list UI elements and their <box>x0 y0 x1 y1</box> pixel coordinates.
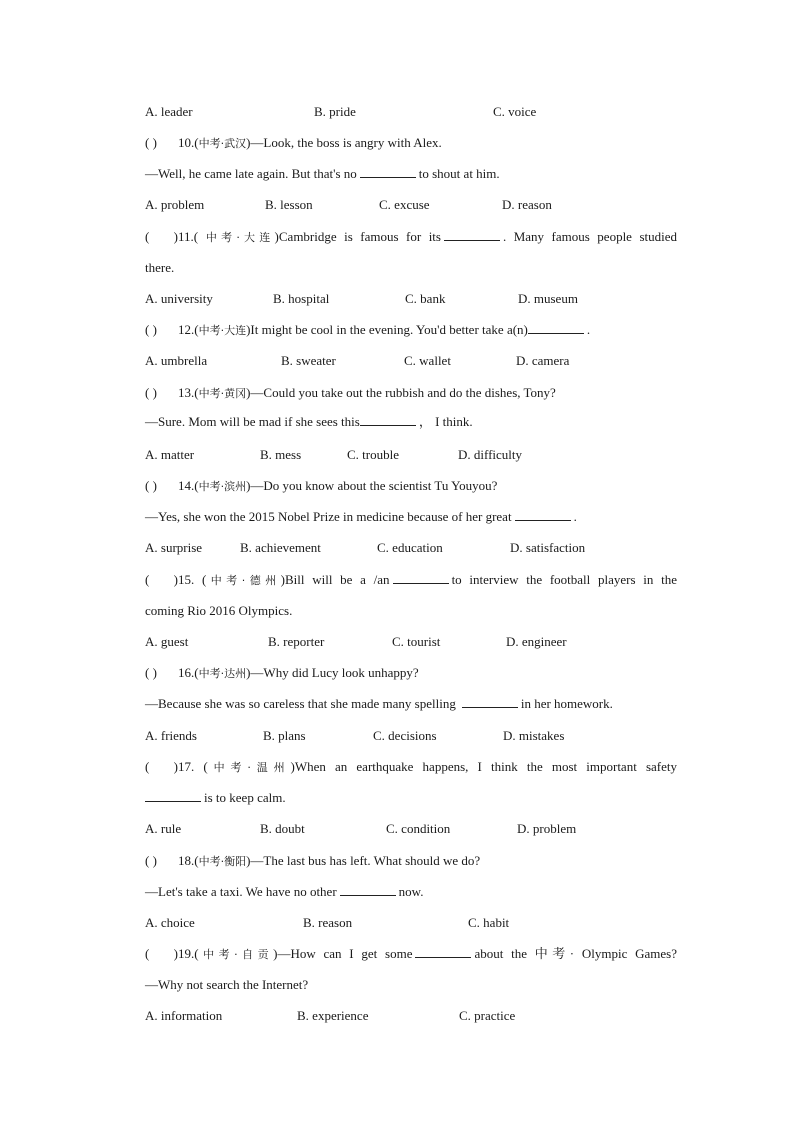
q12-option-b: B. sweater <box>281 353 336 368</box>
q16-stem <box>145 663 677 683</box>
q14-option-c: C. education <box>377 540 443 555</box>
q12-stem-post: . <box>586 322 591 337</box>
q17-line2 <box>145 788 677 808</box>
q17-blank <box>145 788 201 802</box>
q19-blank <box>415 944 471 958</box>
q14-line2-pre: —Yes, she won the 2015 Nobel Prize in medicine because of her great <box>145 509 512 524</box>
q11-option-d: D. museum <box>518 291 578 306</box>
q10-stem-text: )—Look, the boss is angry with Alex. <box>246 135 442 150</box>
q12-blank <box>528 320 584 334</box>
q16-answer-paren: ( ) <box>145 665 157 680</box>
q17-stem-text: )When an earthquake happens, I think the most important safety <box>290 759 677 774</box>
q9-option-c: C. voice <box>493 104 537 119</box>
q18-options <box>145 913 677 933</box>
q13-number: 13.( <box>178 385 199 400</box>
q14-option-a: A. surprise <box>145 540 203 555</box>
q15-number: 15. ( <box>178 572 207 587</box>
q18-option-c: C. habit <box>468 915 510 930</box>
q15-option-d: D. engineer <box>506 634 567 649</box>
q16-line2-post: in her homework. <box>520 696 613 711</box>
q10-option-c: C. excuse <box>379 197 430 212</box>
q18-answer-paren: ( ) <box>145 853 157 868</box>
q15-stem-post: to interview the football players in the <box>451 572 677 587</box>
q13-option-b: B. mess <box>260 447 302 462</box>
q18-option-a: A. choice <box>145 915 195 930</box>
q18-line2-post: now. <box>398 884 424 899</box>
q16-source: 中考·达州 <box>198 667 247 680</box>
q14-line2 <box>145 507 677 527</box>
q11-option-b: B. hospital <box>273 291 330 306</box>
q10-option-d: D. reason <box>502 197 552 212</box>
q13-option-c: C. trouble <box>347 447 399 462</box>
q15-stem-pre: )Bill will be a /an <box>280 572 390 587</box>
q12-option-d: D. camera <box>516 353 570 368</box>
q10-line2-post: to shout at him. <box>418 166 500 181</box>
q10-stem <box>145 133 677 153</box>
q15-line2: coming Rio 2016 Olympics. <box>145 603 293 618</box>
q10-source: 中考·武汉 <box>198 137 247 150</box>
q14-option-d: D. satisfaction <box>510 540 586 555</box>
q17-line2-post: is to keep calm. <box>204 790 286 805</box>
q10-number: 10.( <box>178 135 199 150</box>
q11-number: 11.( <box>178 229 199 244</box>
q16-line2-pre: —Because she was so careless that she made many spelling <box>145 696 456 711</box>
q12-source: 中考·大连 <box>198 324 247 337</box>
q19-option-c: C. practice <box>459 1008 516 1023</box>
q16-option-b: B. plans <box>263 728 306 743</box>
q16-option-a: A. friends <box>145 728 197 743</box>
q16-stem-text: )—Why did Lucy look unhappy? <box>246 665 419 680</box>
q10-option-b: B. lesson <box>265 197 313 212</box>
q17-options <box>145 819 677 839</box>
q19-option-b: B. experience <box>297 1008 369 1023</box>
q13-option-d: D. difficulty <box>458 447 523 462</box>
q15-option-c: C. tourist <box>392 634 441 649</box>
q18-option-b: B. reason <box>303 915 353 930</box>
q12-option-c: C. wallet <box>404 353 451 368</box>
q13-blank <box>360 412 416 426</box>
q11-stem <box>145 227 677 247</box>
q16-number: 16.( <box>178 665 199 680</box>
q18-source: 中考·衡阳 <box>198 855 247 868</box>
q19-line2: —Why not search the Internet? <box>145 977 309 992</box>
q9-option-b: B. pride <box>314 104 356 119</box>
q16-option-c: C. decisions <box>373 728 437 743</box>
q12-stem-pre: )It might be cool in the evening. You'd better take a(n) <box>246 322 528 337</box>
q14-blank <box>515 507 571 521</box>
q18-line2 <box>145 882 677 902</box>
q13-stem <box>145 383 677 403</box>
q11-source: 中考·大连 <box>198 231 275 244</box>
q19-stem-pre: )—How can I get some <box>273 946 413 961</box>
q16-options <box>145 726 677 746</box>
q13-answer-paren: ( ) <box>145 385 157 400</box>
q18-number: 18.( <box>178 853 199 868</box>
q19-stem-post: about the 中考· Olympic Games? <box>474 946 677 961</box>
q10-line2 <box>145 164 677 184</box>
q11-option-a: A. university <box>145 291 213 306</box>
q14-source: 中考·滨州 <box>198 480 247 493</box>
q19-answer-paren: ( ) <box>145 946 178 961</box>
q11-stem-post: . Many famous people studied <box>502 229 677 244</box>
q15-stem <box>145 570 677 590</box>
q19-source: 中考·自贡 <box>198 948 274 961</box>
q10-answer-paren: ( ) <box>145 135 157 150</box>
q19-option-a: A. information <box>145 1008 223 1023</box>
q11-options <box>145 289 677 309</box>
q9-options <box>145 102 677 122</box>
q13-line2-post: ， I think. <box>418 414 473 429</box>
q11-option-c: C. bank <box>405 291 446 306</box>
q14-stem-text: )—Do you know about the scientist Tu Youyou? <box>246 478 498 493</box>
q16-blank <box>462 694 518 708</box>
q17-answer-paren: ( ) <box>145 759 178 774</box>
q14-option-b: B. achievement <box>240 540 321 555</box>
q12-option-a: A. umbrella <box>145 353 208 368</box>
q14-line2-post: . <box>573 509 577 524</box>
q14-number: 14.( <box>178 478 199 493</box>
q15-blank <box>393 570 449 584</box>
q17-option-a: A. rule <box>145 821 182 836</box>
q13-line2 <box>145 412 677 432</box>
q10-line2-pre: —Well, he came late again. But that's no <box>145 166 357 181</box>
q13-line2-pre: —Sure. Mom will be mad if she sees this <box>145 414 360 429</box>
q17-source: 中考·温州 <box>207 761 291 774</box>
q11-answer-paren: ( ) <box>145 229 178 244</box>
q16-option-d: D. mistakes <box>503 728 565 743</box>
q9-option-a: A. leader <box>145 104 193 119</box>
q10-option-a: A. problem <box>145 197 205 212</box>
q14-answer-paren: ( ) <box>145 478 157 493</box>
q11-stem-pre: )Cambridge is famous for its <box>274 229 441 244</box>
q18-stem <box>145 851 677 871</box>
q17-option-c: C. condition <box>386 821 451 836</box>
q19-number: 19.( <box>178 946 199 961</box>
q10-blank <box>360 164 416 178</box>
q17-option-d: D. problem <box>517 821 577 836</box>
q13-option-a: A. matter <box>145 447 195 462</box>
q15-answer-paren: ( ) <box>145 572 178 587</box>
q19-options <box>145 1006 677 1026</box>
q12-number: 12.( <box>178 322 199 337</box>
q18-stem-text: )—The last bus has left. What should we do? <box>246 853 481 868</box>
q11-blank <box>444 227 500 241</box>
q19-stem <box>145 944 677 964</box>
q14-options <box>145 538 677 558</box>
q15-option-a: A. guest <box>145 634 189 649</box>
q13-stem-text: )—Could you take out the rubbish and do the dishes, Tony? <box>246 385 556 400</box>
q13-options <box>145 445 677 465</box>
q11-line2: there. <box>145 260 175 275</box>
q13-source: 中考·黄冈 <box>198 387 247 400</box>
q12-answer-paren: ( ) <box>145 322 157 337</box>
q17-stem <box>145 757 677 777</box>
q15-option-b: B. reporter <box>268 634 325 649</box>
q12-stem <box>145 320 677 340</box>
q18-blank <box>340 882 396 896</box>
q15-options <box>145 632 677 652</box>
q12-options <box>145 351 677 371</box>
q15-source: 中考·德州 <box>206 574 281 587</box>
q18-line2-pre: —Let's take a taxi. We have no other <box>145 884 337 899</box>
q16-line2 <box>145 694 677 714</box>
q17-option-b: B. doubt <box>260 821 305 836</box>
q17-number: 17. ( <box>178 759 208 774</box>
q10-options <box>145 195 677 215</box>
q14-stem <box>145 476 677 496</box>
